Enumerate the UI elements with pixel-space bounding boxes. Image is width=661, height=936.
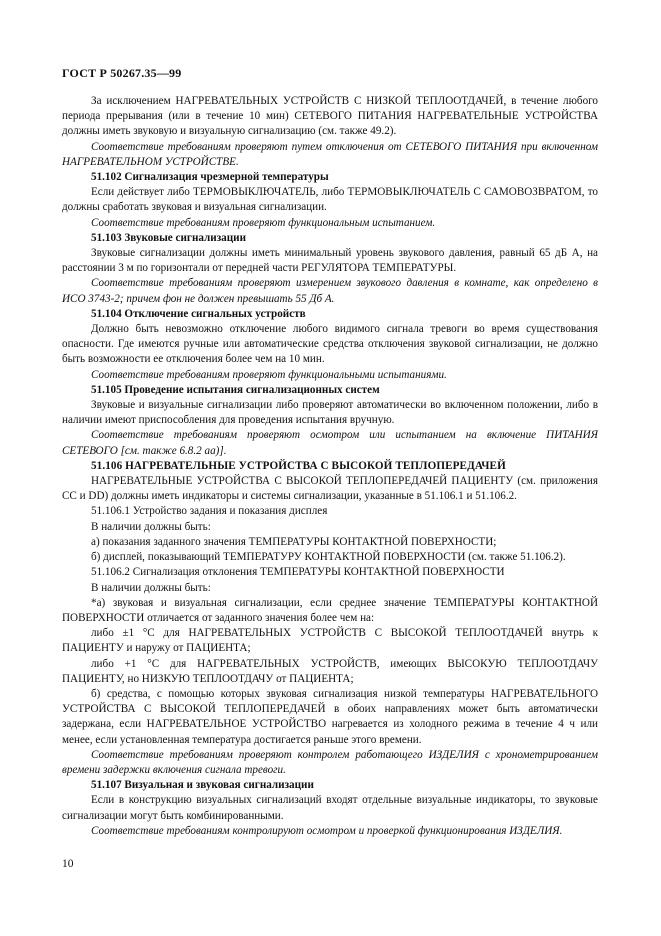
paragraph: В наличии должны быть:	[91, 520, 211, 533]
compliance-note: Соответствие требованиям контролируют осмотром и проверкой функционирования ИЗДЕЛИЯ.	[91, 824, 563, 837]
paragraph: В наличии должны быть:	[91, 581, 211, 594]
paragraph: Если действует либо ТЕРМОВЫКЛЮЧАТЕЛЬ, либо ТЕРМОВЫКЛЮЧАТЕЛЬ С САМОВОЗВРАТОМ, то должны сработать звуковая и визуальная сигнализации.	[62, 186, 598, 214]
compliance-note: Соответствие требованиям проверяют измерением звукового давления в комнате, как определено в ИСО 3743-2; причем фон не должен превышать 55 Дб А.	[62, 277, 598, 305]
section-heading: 51.104 Отключение сигнальных устройств	[91, 307, 306, 320]
section-heading: 51.103 Звуковые сигнализации	[91, 231, 246, 244]
paragraph: Если в конструкцию визуальных сигнализаций входят отдельные визуальные индикаторы, то звуковые сигнализации могут быть комбинированными.	[62, 794, 598, 822]
list-item: б) средства, с помощью которых звуковая сигнализация низкой температуры НАГРЕВАТЕЛЬНОГО УСТРОЙСТВА С ВЫСОКОЙ ТЕПЛОПЕРЕДАЧЕЙ в обоих направлениях может быть автоматически задержана, если НАГРЕВАТЕЛЬНОЕ УСТРОЙСТВО нагревается из холодного режима в течение 4 ч или менее, если установленная температура достигается раньше этого времени.	[62, 687, 598, 746]
paragraph: либо +1 °С для НАГРЕВАТЕЛЬНЫХ УСТРОЙСТВ, имеющих ВЫСОКУЮ ТЕПЛООТДАЧУ ПАЦИЕНТУ, но НИЗКУЮ ТЕПЛООТДАЧУ от ПАЦИЕНТА;	[62, 657, 598, 685]
section-heading: 51.106 НАГРЕВАТЕЛЬНЫЕ УСТРОЙСТВА С ВЫСОКОЙ ТЕПЛОПЕРЕДАЧЕЙ	[91, 459, 506, 472]
subsection-title: 51.106.1 Устройство задания и показания дисплея	[91, 505, 328, 518]
document-header: ГОСТ Р 50267.35—99	[62, 66, 182, 80]
paragraph: За исключением НАГРЕВАТЕЛЬНЫХ УСТРОЙСТВ С НИЗКОЙ ТЕПЛООТДАЧЕЙ, в течение любого периода прерывания (или в течение 10 мин) СЕТЕВОГО ПИТАНИЯ НАГРЕВАТЕЛЬНЫЕ УСТРОЙСТВА должны иметь звуковую и визуальную сигнализацию (см. также 49.2).	[62, 95, 598, 138]
section-heading: 51.105 Проведение испытания сигнализационных систем	[91, 383, 380, 396]
document-body	[62, 94, 598, 839]
list-item: *а) звуковая и визуальная сигнализации, если среднее значение ТЕМПЕРАТУРЫ КОНТАКТНОЙ ПОВЕРХНОСТИ отличается от заданного значения более чем на:	[62, 596, 598, 624]
paragraph: НАГРЕВАТЕЛЬНЫЕ УСТРОЙСТВА С ВЫСОКОЙ ТЕПЛОПЕРЕДАЧЕЙ ПАЦИЕНТУ (см. приложения СС и DD) должны иметь индикаторы и системы сигнализации, указанные в 51.106.1 и 51.106.2.	[62, 475, 598, 503]
list-item: б) дисплей, показывающий ТЕМПЕРАТУРУ КОНТАКТНОЙ ПОВЕРХНОСТИ (см. также 51.106.2).	[91, 551, 566, 564]
section-heading: 51.107 Визуальная и звуковая сигнализации	[91, 779, 314, 792]
compliance-note: Соответствие требованиям проверяют осмотром или испытанием на включение ПИТАНИЯ СЕТЕВОГО [см. также 6.8.2 аа)].	[62, 429, 598, 457]
paragraph: либо ±1 °С для НАГРЕВАТЕЛЬНЫХ УСТРОЙСТВ С ВЫСОКОЙ ТЕПЛООТДАЧЕЙ внутрь к ПАЦИЕНТУ и наружу от ПАЦИЕНТА;	[62, 627, 598, 655]
subsection-title: 51.106.2 Сигнализация отклонения ТЕМПЕРАТУРЫ КОНТАКТНОЙ ПОВЕРХНОСТИ	[91, 566, 505, 579]
section-heading: 51.102 Сигнализация чрезмерной температуры	[91, 171, 329, 184]
list-item: а) показания заданного значения ТЕМПЕРАТУРЫ КОНТАКТНОЙ ПОВЕРХНОСТИ;	[91, 535, 497, 548]
compliance-note: Соответствие требованиям проверяют путем отключения от СЕТЕВОГО ПИТАНИЯ при включенном НАГРЕВАТЕЛЬНОМ УСТРОЙСТВЕ.	[62, 140, 598, 168]
page-number: 10	[62, 858, 74, 870]
compliance-note: Соответствие требованиям проверяют функциональным испытанием.	[91, 216, 436, 229]
paragraph: Звуковые сигнализации должны иметь минимальный уровень звукового давления, равный 65 дБ А, на расстоянии 3 м по горизонтали от передней части РЕГУЛЯТОРА ТЕМПЕРАТУРЫ.	[62, 247, 598, 275]
compliance-note: Соответствие требованиям проверяют функциональными испытаниями.	[91, 368, 447, 381]
paragraph: Звуковые и визуальные сигнализации либо проверяют автоматически во включенном положении, либо в наличии имеют приспособления для проведения испытания вручную.	[62, 399, 598, 427]
paragraph: Должно быть невозможно отключение любого видимого сигнала тревоги во время существования опасности. Где имеются ручные или автоматические средства отключения звуковой сигнализации, не должно быть возможности ее отключения более чем на 10 мин.	[62, 323, 598, 366]
compliance-note: Соответствие требованиям проверяют контролем работающего ИЗДЕЛИЯ с хронометрированием времени задержки включения сигнала тревоги.	[62, 748, 598, 776]
